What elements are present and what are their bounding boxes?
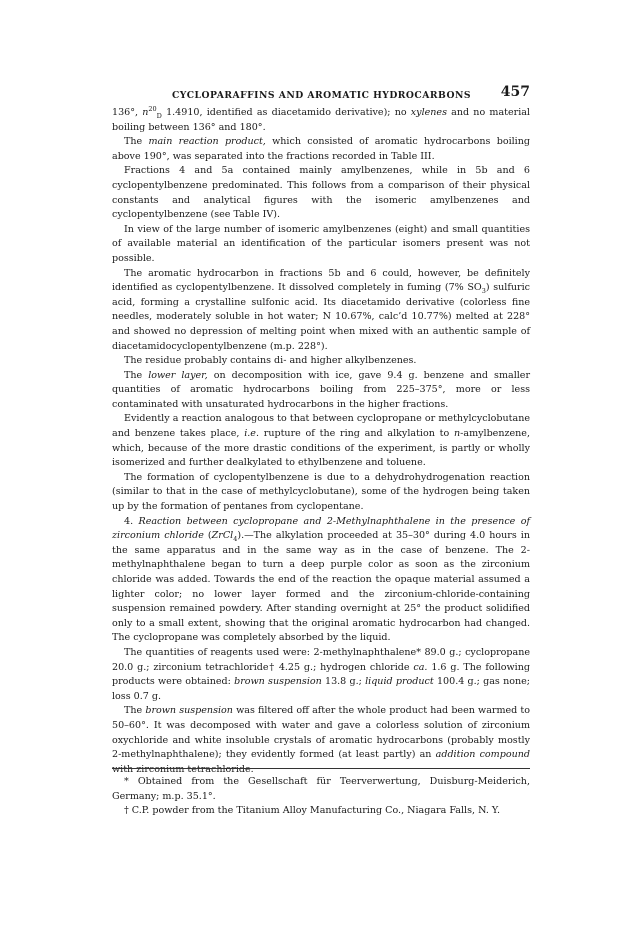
text-run: which consisted of aromatic hydrocarbons boiling above 190°, was separated into the fractions recorded in Table III. <box>112 136 530 162</box>
text-run: 1.6 g. The following products were obtained: <box>112 661 530 688</box>
text-run: and no material boiling between 136° and 180°. <box>112 107 530 133</box>
text-run: 4. <box>124 515 139 527</box>
italic-text: liquid product <box>365 676 434 688</box>
italic-text: xylenes <box>410 107 447 118</box>
italic-text: lower layer, <box>148 369 208 381</box>
footnote <box>112 775 530 804</box>
paragraph <box>112 267 530 355</box>
italic-text: ZrCl <box>211 530 234 542</box>
text-run: The aromatic hydrocarbon in fractions 5b and 6 could, however, be definitely identified as cyclopentylbenzene. It dissolved completely in fuming (7% SO <box>112 267 530 294</box>
text-run: 1.4910, identified as diacetamido derivative); no <box>161 107 411 118</box>
body-text <box>112 106 530 777</box>
text-run: on decomposition with ice, gave 9.4 g. benzene and smaller quantities of aromatic hydrocarbons boiling from 225–375°, more or less contaminated with unsaturated hydrocarbons in the higher fractions. <box>112 369 531 410</box>
italic-text: i.e. <box>244 428 259 440</box>
paragraph <box>112 106 530 135</box>
italic-text: Reaction between cyclopropane and 2-Methylnaphthalene in the presence of zirconium chloride <box>112 515 530 542</box>
running-title: CYCLOPARAFFINS AND AROMATIC HYDROCARBONS <box>172 90 471 101</box>
text-run: 13.8 g.; <box>321 676 366 688</box>
paragraph <box>112 223 530 267</box>
italic-text: brown suspension <box>145 705 233 717</box>
page-number: 457 <box>500 84 530 100</box>
paragraph <box>112 704 530 777</box>
text-run: ( <box>203 530 212 542</box>
paragraph <box>112 646 530 704</box>
subscript: 4 <box>233 535 238 544</box>
text-run: with zirconium tetrachloride. <box>112 763 254 775</box>
text-run: The residue probably contains di- and higher alkylbenzenes. <box>124 355 417 367</box>
text-run: -amylbenzene, which, because of the more drastic conditions of the experiment, is partly or wholly isomerized and further dealkylated to ethylbenzene and toluene. <box>112 428 530 469</box>
text-run: was filtered off after the whole product had been warmed to 50–60°. It was decomposed with water and gave a colorless solution of zirconium oxychloride and white insoluble crystals of aromatic hydrocarbons (probably mostly 2-methylnaphthalene); they evidently formed (at least partly) an <box>112 705 531 761</box>
subscript: D <box>156 111 162 120</box>
italic-text: n <box>454 428 461 440</box>
text-run: 136°, <box>112 107 143 118</box>
footnotes <box>112 775 530 819</box>
italic-text: n <box>142 107 149 118</box>
paragraph <box>112 515 530 646</box>
paragraph <box>112 471 530 515</box>
text-run: The quantities of reagents used were: 2-methylnaphthalene* 89.0 g.; cyclopropane 20.0 g.; zirconium tetrachloride† 4.25 g.; hydrogen chloride <box>112 646 530 673</box>
text-run: The <box>124 705 146 717</box>
text-run: The formation of cyclopentylbenzene is due to a dehydrohydrogenation reaction (similar to that in the case of methylcyclobutane), some of the hydrogen being taken up by the formation of pentanes from cyclopentane. <box>112 471 530 513</box>
italic-text: addition compound <box>435 749 530 761</box>
text-run: 100.4 g.; gas none; loss 0.7 g. <box>112 676 530 702</box>
text-run: In view of the large number of isomeric amylbenzenes (eight) and small quantities of available material an identification of the particular isomers present was not possible. <box>112 223 530 264</box>
text-run: Fractions 4 and 5a contained mainly amylbenzenes, while in 5b and 6 cyclopentylbenzene predominated. This follows from a comparison of their physical constants and analytical figures with the isomeric amylbenzenes and cyclopentylbenzene (see Table IV). <box>112 165 530 221</box>
text-run: rupture of the ring and alkylation to <box>258 428 454 440</box>
text-run: The <box>124 369 149 381</box>
paragraph <box>112 369 530 413</box>
footnote <box>112 804 530 819</box>
footnote-divider <box>112 768 530 770</box>
text-run: The <box>124 136 149 148</box>
paragraph <box>112 164 530 222</box>
paragraph <box>112 135 530 164</box>
italic-text: brown suspension <box>234 676 322 688</box>
text-run: Evidently a reaction analogous to that between cyclopropane or methylcyclobutane and benzene takes place, <box>112 413 530 440</box>
subscript: 3 <box>481 287 486 296</box>
italic-text: ca. <box>413 661 428 673</box>
italic-text: main reaction product, <box>148 136 266 148</box>
page-header <box>112 85 530 105</box>
text-run: ) sulfuric acid, forming a crystalline sulfonic acid. Its diacetamido derivative (colorless fine needles, moderately soluble in hot water; N 10.67%, calc’d 10.77%) melted at 228° and showed no depression of melting point when mixed with an authentic sample of diacetamidocyclopentylbenzene (m.p. 228°). <box>112 282 531 352</box>
superscript: 20 <box>148 104 157 113</box>
text-run: † C.P. powder from the Titanium Alloy Manufacturing Co., Niagara Falls, N. Y. <box>124 805 500 817</box>
paragraph <box>112 412 530 470</box>
paragraph <box>112 354 530 369</box>
text-run: ).—The alkylation proceeded at 35–30° during 4.0 hours in the same apparatus and in the same way as in the case of benzene. The 2-methylnaphthalene began to turn a deep purple color as soon as the zirconium chloride was added. Towards the end of the reaction the opaque material assumed a lighter color; no lower layer formed and the zirconium-chloride-containing suspension remained powdery. After standing overnight at 25° the product solidified only to a small extent, showing that the original aromatic hydrocarbon had changed. The cyclopropane was completely absorbed by the liquid. <box>112 530 531 644</box>
text-run: * Obtained from the Gesellschaft für Teerverwertung, Duisburg-Meiderich, Germany; m.p. 35.1°. <box>112 776 530 802</box>
